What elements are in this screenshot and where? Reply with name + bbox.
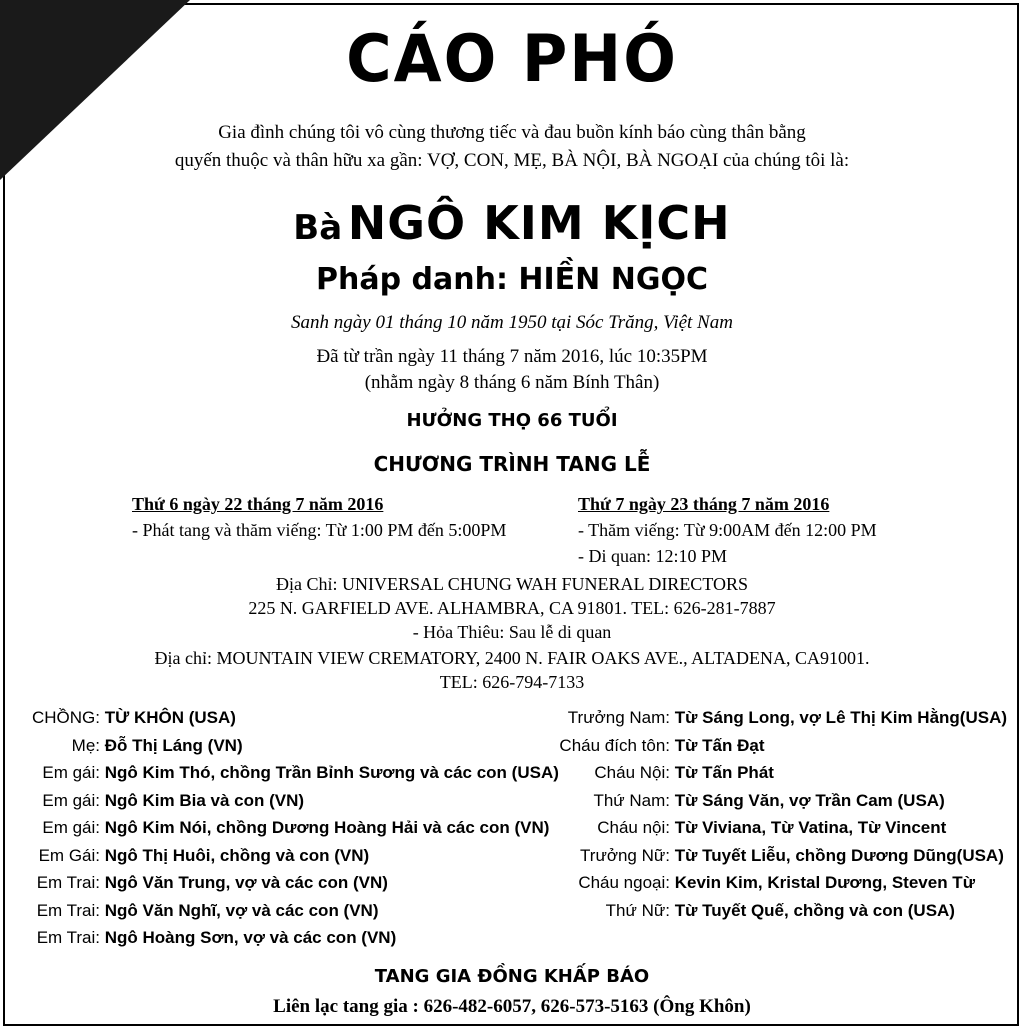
family-right-list xyxy=(548,708,1007,928)
relation-value: Từ Tấn Phát xyxy=(674,763,774,782)
list-item xyxy=(548,901,1007,929)
relation-label: Cháu Nội: xyxy=(594,763,670,782)
deceased-name: NGÔ KIM KỊCH xyxy=(347,196,731,250)
relation-label: CHỒNG: xyxy=(32,708,100,727)
relation-value: Từ Tấn Đạt xyxy=(674,735,765,755)
deceased-name-block xyxy=(0,196,1024,250)
relation-value: Từ Sáng Văn, vợ Trần Cam (USA) xyxy=(674,790,945,810)
relation-label: Cháu đích tôn: xyxy=(559,735,670,755)
list-item xyxy=(548,873,1007,901)
relation-value: Từ Tuyết Liễu, chồng Dương Dũng(USA) xyxy=(674,845,1004,865)
age-line: HƯỞNG THỌ 66 TUỔI xyxy=(406,410,618,431)
family-left-list xyxy=(20,708,559,956)
relation-value: Từ Sáng Long, vợ Lê Thị Kim Hằng(USA) xyxy=(674,708,1008,727)
day1-date: Thứ 6 ngày 22 tháng 7 năm 2016 xyxy=(132,494,384,514)
relation-label: Em gái: xyxy=(42,818,100,837)
intro-line-2: quyến thuộc và thân hữu xa gần: VỢ, CON, MẸ, BÀ NỘI, BÀ NGOẠI của chúng tôi là: xyxy=(174,150,850,171)
relation-label: Em Trai: xyxy=(36,900,100,920)
list-item xyxy=(20,791,559,819)
relation-value: Từ Viviana, Từ Vatina, Từ Vincent xyxy=(674,818,947,837)
list-item xyxy=(20,736,559,764)
relation-label: Em Trai: xyxy=(36,928,100,947)
list-item xyxy=(20,763,559,791)
relation-value: Ngô Kim Bia và con (VN) xyxy=(104,790,305,810)
list-item xyxy=(20,818,559,846)
relation-value: Ngô Văn Nghĩ, vợ và các con (VN) xyxy=(104,900,379,920)
intro-line-1: Gia đình chúng tôi vô cùng thương tiếc và đau buồn kính báo cùng thân bằng xyxy=(218,122,806,143)
footer-heading: TANG GIA ĐỒNG KHẤP BÁO xyxy=(374,966,650,987)
relation-value: Đỗ Thị Láng (VN) xyxy=(104,735,243,755)
dharma-name: Pháp danh: HIỀN NGỌC xyxy=(316,262,708,297)
relation-label: Trưởng Nam: xyxy=(567,708,670,727)
relation-value: Ngô Thị Huôi, chồng và con (VN) xyxy=(104,845,370,865)
honorific: Bà xyxy=(293,208,343,248)
funeral-home-street: 225 N. GARFIELD AVE. ALHAMBRA, CA 91801. TEL: 626-281-7887 xyxy=(248,598,776,618)
funeral-home-address: Địa Chỉ: UNIVERSAL CHUNG WAH FUNERAL DIRECTORS xyxy=(275,574,749,594)
relation-label: Cháu ngoại: xyxy=(578,873,670,892)
list-item xyxy=(20,928,559,956)
death-info: Đã từ trần ngày 11 tháng 7 năm 2016, lúc 10:35PM xyxy=(316,346,708,367)
list-item xyxy=(20,901,559,929)
day2-date: Thứ 7 ngày 23 tháng 7 năm 2016 xyxy=(578,494,830,514)
relation-value: Ngô Kim Thó, chồng Trần Bỉnh Sương và các con (USA) xyxy=(104,763,559,782)
relation-label: Mẹ: xyxy=(71,735,100,755)
relation-value: Ngô Văn Trung, vợ và các con (VN) xyxy=(104,873,388,892)
day1-item: - Phát tang và thăm viếng: Từ 1:00 PM đến 5:00PM xyxy=(132,520,507,540)
relation-label: Em gái: xyxy=(42,790,100,810)
relation-value: Kevin Kim, Kristal Dương, Steven Từ xyxy=(674,873,975,892)
list-item xyxy=(20,846,559,874)
crematory-phone: TEL: 626-794-7133 xyxy=(439,672,585,692)
relation-label: Thứ Nam: xyxy=(593,790,670,810)
list-item xyxy=(548,708,1007,736)
list-item xyxy=(20,708,559,736)
crematory-address: Địa chỉ: MOUNTAIN VIEW CREMATORY, 2400 N. FAIR OAKS AVE., ALTADENA, CA91001. xyxy=(154,648,870,668)
list-item xyxy=(20,873,559,901)
list-item xyxy=(548,736,1007,764)
relation-value: TỪ KHÔN (USA) xyxy=(104,708,236,727)
list-item xyxy=(548,791,1007,819)
relation-label: Cháu nội: xyxy=(597,818,670,837)
relation-value: Ngô Kim Nói, chồng Dương Hoàng Hải và các con (VN) xyxy=(104,818,550,837)
relation-label: Em Trai: xyxy=(36,873,100,892)
page-title: CÁO PHÓ xyxy=(346,20,678,97)
relation-label: Trưởng Nữ: xyxy=(580,845,670,865)
relation-value: Ngô Hoàng Sơn, vợ và các con (VN) xyxy=(104,928,397,947)
program-heading: CHƯƠNG TRÌNH TANG LỄ xyxy=(373,452,651,476)
day2-item-2: - Di quan: 12:10 PM xyxy=(578,546,728,566)
contact-line: Liên lạc tang gia : 626-482-6057, 626-573-5163 (Ông Khôn) xyxy=(273,996,751,1017)
birth-info: Sanh ngày 01 tháng 10 năm 1950 tại Sóc Trăng, Việt Nam xyxy=(291,312,733,333)
relation-label: Thứ Nữ: xyxy=(605,900,670,920)
relation-value: Từ Tuyết Quế, chồng và con (USA) xyxy=(674,900,955,920)
relation-label: Em gái: xyxy=(42,763,100,782)
lunar-date: (nhằm ngày 8 tháng 6 năm Bính Thân) xyxy=(364,372,660,393)
list-item xyxy=(548,818,1007,846)
cremation-note: - Hỏa Thiêu: Sau lễ di quan xyxy=(412,622,612,642)
list-item xyxy=(548,846,1007,874)
relation-label: Em Gái: xyxy=(38,845,100,865)
list-item xyxy=(548,763,1007,791)
day2-item-1: - Thăm viếng: Từ 9:00AM đến 12:00 PM xyxy=(578,520,877,540)
